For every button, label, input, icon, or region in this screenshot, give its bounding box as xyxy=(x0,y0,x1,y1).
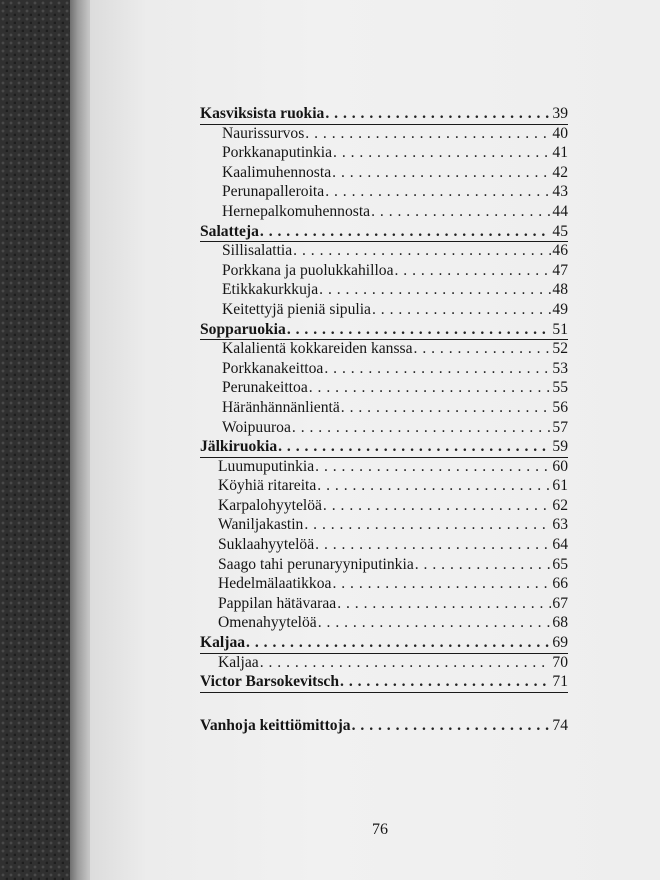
toc-section xyxy=(200,320,568,340)
toc-entry xyxy=(200,574,568,594)
toc-section xyxy=(200,222,568,242)
toc-leader-dots xyxy=(315,535,551,555)
toc-entry-title: Häränhännänlientä xyxy=(222,398,340,416)
toc-entry-title: Köyhiä ritareita xyxy=(218,477,317,495)
toc-leader-dots xyxy=(260,222,552,242)
toc-leader-dots xyxy=(260,653,552,673)
toc-entry xyxy=(200,398,568,418)
toc-entry-title: Woipuuroa xyxy=(222,418,291,436)
toc-leader-dots xyxy=(323,496,551,516)
toc-leader-dots xyxy=(332,163,551,183)
toc-entry-title: Kalalientä kokkareiden kanssa xyxy=(222,340,413,358)
toc-entry-title: Waniljakastin xyxy=(218,516,304,534)
toc-entry-title: Hernepalkomuhennosta xyxy=(222,202,371,220)
toc-page-number: 43 xyxy=(552,183,568,201)
toc-entry xyxy=(200,359,568,379)
toc-page-number: 60 xyxy=(552,457,568,475)
toc-leader-dots xyxy=(319,280,551,300)
toc-leader-dots xyxy=(315,457,551,477)
toc-leader-dots xyxy=(395,261,552,281)
toc-section-title: Victor Barsokevitsch xyxy=(200,673,340,691)
toc-leader-dots xyxy=(372,300,551,320)
toc-page-number: 67 xyxy=(552,594,568,612)
toc-page-number: 44 xyxy=(552,202,568,220)
toc-entry-title: Saago tahi perunaryyniputinkia xyxy=(218,555,414,573)
toc-leader-dots xyxy=(325,182,551,202)
toc-page-number: 49 xyxy=(552,300,568,318)
toc-page-number: 48 xyxy=(552,281,568,299)
toc-page-number: 41 xyxy=(552,144,568,162)
toc-page-number: 51 xyxy=(552,320,568,338)
toc-leader-dots xyxy=(371,202,551,222)
toc-entry xyxy=(200,613,568,633)
toc-section-title: Salatteja xyxy=(200,222,259,240)
toc-page-number: 65 xyxy=(552,555,568,573)
toc-page-number: 66 xyxy=(552,575,568,593)
toc-section xyxy=(200,104,568,124)
book-page xyxy=(90,0,660,880)
toc-leader-dots xyxy=(309,378,552,398)
spacer xyxy=(200,692,568,716)
toc-page-number: 71 xyxy=(552,673,568,691)
toc-entry-title: Pappilan hätävaraa xyxy=(218,594,337,612)
toc-entry xyxy=(200,476,568,496)
toc-entry-title: Luumuputinkia xyxy=(218,457,315,475)
toc-page-number: 61 xyxy=(552,477,568,495)
toc-entry xyxy=(200,241,568,261)
toc-page-number: 74 xyxy=(552,716,568,734)
toc-entry-title: Sillisalattia xyxy=(222,242,293,260)
toc-leader-dots xyxy=(246,633,551,653)
toc-page-number: 63 xyxy=(552,516,568,534)
toc-section-title: Kasviksista ruokia xyxy=(200,105,325,122)
toc-entry-title: Perunapalleroita xyxy=(222,183,325,201)
toc-entry xyxy=(200,202,568,222)
toc-entry xyxy=(200,143,568,163)
toc-entry xyxy=(200,653,568,673)
toc-leader-dots xyxy=(305,124,551,144)
toc-page-number: 52 xyxy=(552,340,568,358)
toc-page-number: 42 xyxy=(552,163,568,181)
toc-page-number: 53 xyxy=(552,359,568,377)
toc-entry xyxy=(200,418,568,438)
toc-entry xyxy=(200,280,568,300)
book-cover-fabric xyxy=(0,0,78,880)
toc-leader-dots xyxy=(293,241,551,261)
toc-section-title: Vanhoja keittiömittoja xyxy=(200,716,351,734)
toc-leader-dots xyxy=(325,104,551,124)
toc-entry-title: Etikkakurkkuja xyxy=(222,281,319,299)
toc-page-number: 56 xyxy=(552,398,568,416)
toc-entry-title: Kaljaa xyxy=(218,653,259,671)
toc-leader-dots xyxy=(318,613,552,633)
toc-leader-dots xyxy=(415,555,552,575)
toc-leader-dots xyxy=(352,716,552,736)
toc-entry-title: Kaalimuhennosta xyxy=(222,163,332,181)
table-of-contents xyxy=(200,104,568,735)
toc-entry-title: Karpalohyytelöä xyxy=(218,496,322,514)
toc-page-number: 69 xyxy=(552,634,568,652)
toc-entry-title: Perunakeittoa xyxy=(222,379,308,397)
toc-entry-title: Suklaahyytelöä xyxy=(218,536,315,554)
toc-page-number: 47 xyxy=(552,261,568,279)
toc-entry xyxy=(200,515,568,535)
toc-page-number: 70 xyxy=(552,653,568,671)
toc-leader-dots xyxy=(332,574,551,594)
toc-page-number: 57 xyxy=(552,418,568,436)
toc-entry xyxy=(200,594,568,614)
toc-entry-title: Hedelmälaatikkoa xyxy=(218,575,332,593)
toc-section xyxy=(200,672,568,692)
toc-leader-dots xyxy=(337,594,551,614)
toc-entry xyxy=(200,124,568,144)
toc-entry xyxy=(200,496,568,516)
toc-entry xyxy=(200,163,568,183)
toc-entry-title: Keitettyjä pieniä sipulia xyxy=(222,300,371,318)
toc-entry-title: Porkkanaputinkia xyxy=(222,144,333,162)
toc-leader-dots xyxy=(278,437,551,457)
toc-entry-title: Naurissurvos xyxy=(222,124,305,142)
toc-section xyxy=(200,633,568,653)
toc-leader-dots xyxy=(317,476,551,496)
toc-section-title: Kaljaa xyxy=(200,634,246,652)
toc-page-number: 64 xyxy=(552,536,568,554)
toc-leader-dots xyxy=(340,672,551,692)
toc-leader-dots xyxy=(414,339,552,359)
toc-entry xyxy=(200,378,568,398)
toc-entry-title: Porkkana ja puolukkahilloa xyxy=(222,261,394,279)
toc-entry xyxy=(200,261,568,281)
toc-leader-dots xyxy=(292,418,552,438)
toc-entry xyxy=(200,535,568,555)
toc-leader-dots xyxy=(287,320,552,340)
toc-final-entry xyxy=(200,716,568,736)
toc-entry xyxy=(200,555,568,575)
toc-page-number: 40 xyxy=(552,124,568,142)
toc-section-title: Jälkiruokia xyxy=(200,438,278,456)
toc-page-number: 68 xyxy=(552,614,568,632)
toc-section-title: Sopparuokia xyxy=(200,320,286,338)
toc-page-number: 46 xyxy=(552,242,568,260)
toc-entry-title: Omenahyytelöä xyxy=(218,614,317,632)
toc-entry xyxy=(200,339,568,359)
toc-entry xyxy=(200,300,568,320)
toc-page-number: 59 xyxy=(552,438,568,456)
toc-leader-dots xyxy=(333,143,551,163)
toc-entry xyxy=(200,457,568,477)
toc-page-number: 45 xyxy=(552,222,568,240)
toc-page-number: 55 xyxy=(552,379,568,397)
toc-entry-title: Porkkanakeittoa xyxy=(222,359,324,377)
toc-page-number: 39 xyxy=(552,105,568,122)
page-number: 76 xyxy=(372,821,388,838)
toc-entry xyxy=(200,182,568,202)
toc-leader-dots xyxy=(324,359,551,379)
toc-page-number: 62 xyxy=(552,496,568,514)
toc-leader-dots xyxy=(304,515,551,535)
toc-section xyxy=(200,437,568,457)
toc-leader-dots xyxy=(341,398,552,418)
